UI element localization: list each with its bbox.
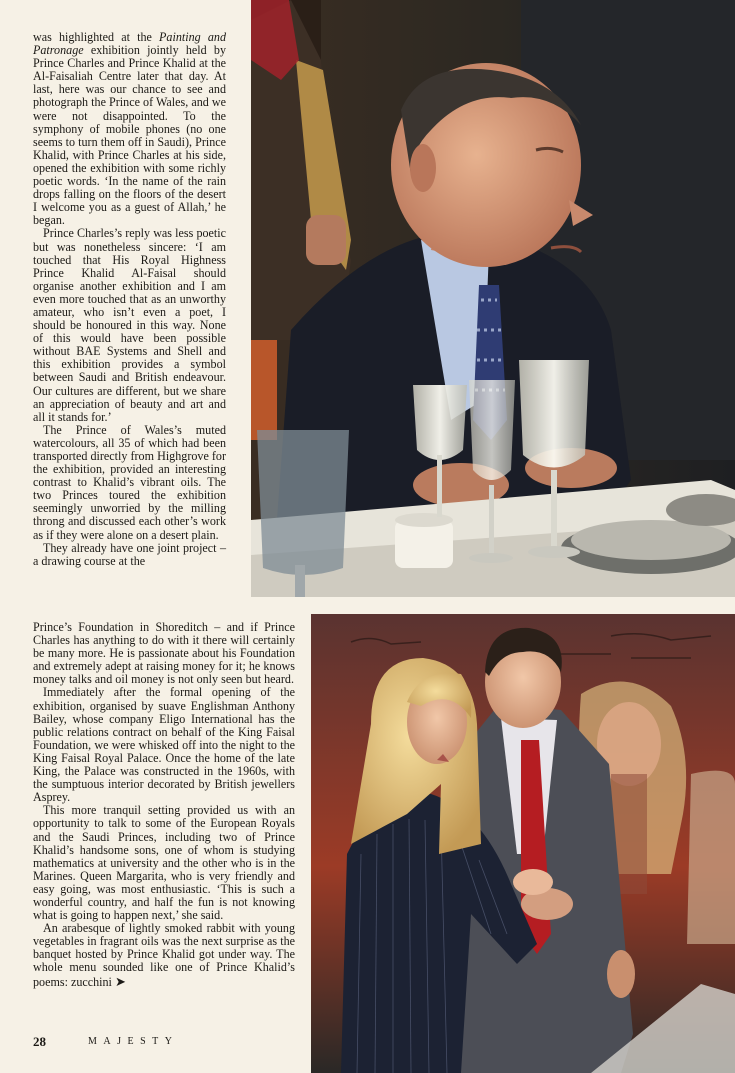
photo-prince-at-dinner xyxy=(251,0,735,597)
page-number: 28 xyxy=(33,1034,46,1049)
article-paragraph xyxy=(33,424,226,542)
paragraph-text: This more tranquil setting provided us with an opportunity to talk to some of the European Royals and the Saudi Princes, including two of Prince Khalid’s handsome sons, one of whom is studying mathematics at university and the other who is in the Marines. Queen Margarita, who is very friendly and easy going, was most enthusiastic. ‘This is such a wonderful country, and half the fun is not knowing what is going to happen next,’ she said. xyxy=(33,803,295,923)
paragraph-text: Immediately after the formal opening of the exhibition, organised by suave Englishman Anthony Bailey, whose company Eligo International has the public relations contract on behalf of the King Faisal Foundation, we were whisked off into the night to the King Faisal Royal Palace. Once the home of the late King, the Palace was constructed in the 1960s, with the sumptuous interior decorated by British jewellers Asprey. xyxy=(33,685,295,805)
paragraph-text: Prince’s Foundation in Shoreditch – and if Prince Charles has anything to do with it there will certainly be many more. He is passionate about his Foundation and extremely adept at raising money for it; he knows money talks and oil money is not only seen but heard. xyxy=(33,620,295,687)
paragraph-text: They already have one joint project – a drawing course at the xyxy=(33,540,226,568)
article-paragraph xyxy=(33,227,226,423)
paragraph-text: was highlighted at the xyxy=(33,30,160,44)
paragraph-text: Prince Charles’s reply was less poetic but was nonetheless sincere: ‘I am touched that His Royal Highness Prince Khalid Al-Faisal should organise another exhibition and I am even more touched that as an unworthy amateur, who isn’t even a poet, I should be honoured in this way. None of this would have been possible without BAE Systems and Shell and this exhibition provides a symbol between Saudi and British endeavour. Our cultures are different, but we share an appreciation of beauty and art and all it stands for.’ xyxy=(33,226,226,424)
paragraph-text: An arabesque of lightly smoked rabbit with young vegetables in fragrant oils was the next surprise as the banquet hosted by Prince Khalid got under way. The whole menu sounded like one of Prince Khalid’s poems: zucchini xyxy=(33,921,295,989)
continued-paragraph xyxy=(33,621,295,686)
article-paragraph xyxy=(33,804,295,922)
paragraph-text: The Prince of Wales’s muted watercolours, all 35 of which had been transported directly from Highgrove for the exhibition, provided an interesting contrast to Khalid’s vibrant oils. The two Princes toured the exhibition seemingly unworried by the milling throng and discussed each other’s work as if they were alone on a desert plain. xyxy=(33,422,226,542)
exhibition-title-italic: Painting and Patronage xyxy=(33,30,226,58)
paragraph-text: exhibition jointly held by Prince Charles and Prince Khalid at the Al-Faisaliah Centre later that day. At last, here was our chance to see and photograph the Prince of Wales, and we were not disappointed. To the symphony of mobile phones (no one seems to turn them off in Saudi), Prince Khalid, with Prince Charles at his side, opened the exhibition with some richly poetic words. ‘In the name of the rain drops falling on the floors of the desert I welcome you as a guest of Allah,’ he began. xyxy=(33,43,226,228)
continue-arrow-icon: ➤ xyxy=(114,973,126,989)
article-paragraph xyxy=(33,542,226,568)
continued-paragraph xyxy=(33,31,226,227)
article-paragraph xyxy=(33,686,295,804)
article-column-left xyxy=(33,31,226,568)
photo-exhibition-guests xyxy=(311,614,735,1073)
article-paragraph xyxy=(33,922,295,988)
article-column-bottom xyxy=(33,621,295,989)
masthead-title: MAJESTY xyxy=(88,1036,179,1047)
